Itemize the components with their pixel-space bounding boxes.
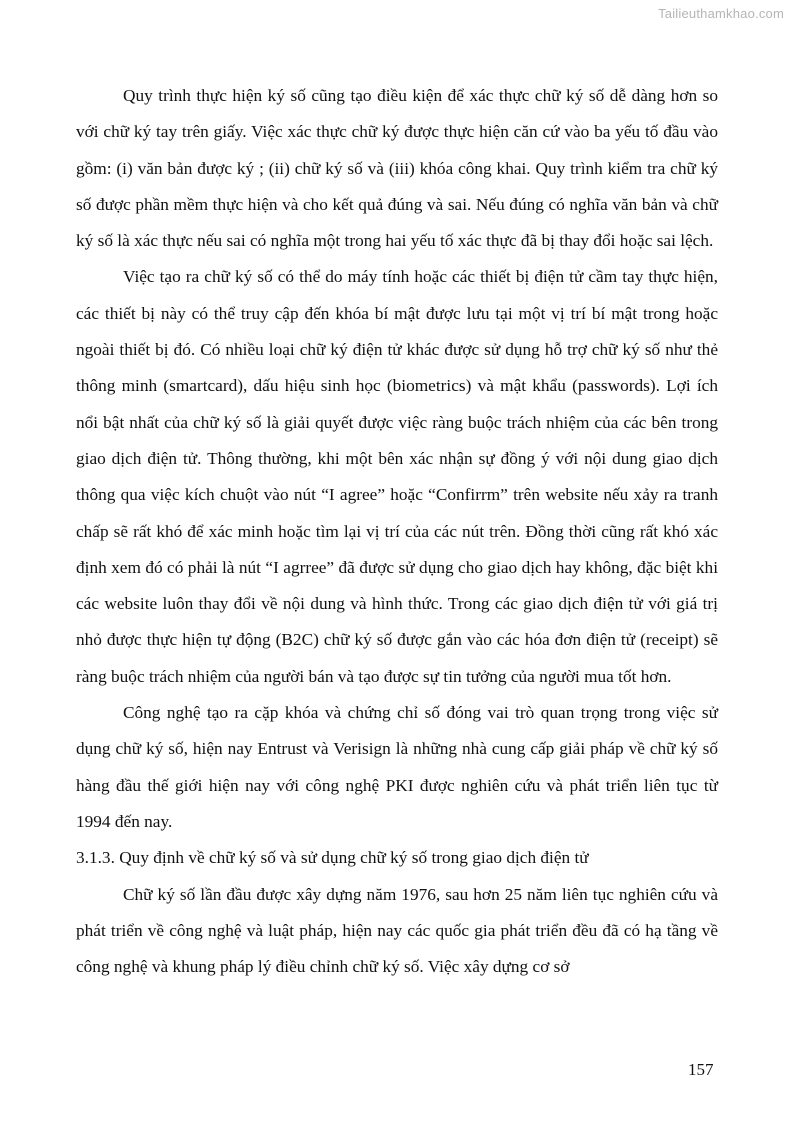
page-number: 157 bbox=[688, 1060, 714, 1079]
paragraph-history: Chữ ký số lần đầu được xây dựng năm 1976, sau hơn 25 năm liên tục nghiên cứu và phát triển về công nghệ và luật pháp, hiện nay các quốc gia phát triển đều đã có hạ tầng về công nghệ và khung pháp lý điều chỉnh chữ ký số. Việc xây dựng cơ sở bbox=[76, 884, 718, 977]
section-heading: 3.1.3. Quy định về chữ ký số và sử dụng chữ ký số trong giao dịch điện tử bbox=[76, 848, 589, 868]
watermark-text: Tailieuthamkhao.com bbox=[658, 6, 784, 21]
paragraph-signature-creation: Việc tạo ra chữ ký số có thể do máy tính hoặc các thiết bị điện tử cầm tay thực hiện, các thiết bị này có thể truy cập đến khóa bí mật được lưu tại một vị trí bí mật trong hoặc ngoài thiết bị đó. Có nhiều loại chữ ký điện tử khác được sử dụng hỗ trợ chữ ký số như thẻ thông minh (smartcard), dấu hiệu sinh học (biometrics) và mật khẩu (passwords). Lợi ích nổi bật nhất của chữ ký số là giải quyết được việc ràng buộc trách nhiệm của các bên trong giao dịch điện tử. Thông thường, khi một bên xác nhận sự đồng ý với nội dung giao dịch thông qua việc kích chuột vào nút “I agree” hoặc “Confirrm” trên website nếu xảy ra tranh chấp sẽ rất khó để xác minh hoặc tìm lại vị trí của các nút trên. Đồng thời cũng rất khó xác định xem đó có phải là nút “I agrree” đã được sử dụng cho giao dịch hay không, đặc biệt khi các website luôn thay đổi về nội dung và hình thức. Trong các giao dịch điện tử với giá trị nhỏ được thực hiện tự động (B2C) chữ ký số được gắn vào các hóa đơn điện tử (receipt) sẽ ràng buộc trách nhiệm của người bán và tạo được sự tin tưởng của người mua tốt hơn. bbox=[76, 267, 718, 686]
page-body bbox=[76, 78, 718, 985]
paragraph-signature-verification: Quy trình thực hiện ký số cũng tạo điều kiện để xác thực chữ ký số dễ dàng hơn so với chữ ký tay trên giấy. Việc xác thực chữ ký được thực hiện căn cứ vào ba yếu tố đầu vào gồm: (i) văn bản được ký ; (ii) chữ ký số và (iii) khóa công khai. Quy trình kiểm tra chữ ký số được phần mềm thực hiện và cho kết quả đúng và sai. Nếu đúng có nghĩa văn bản và chữ ký số là xác thực nếu sai có nghĩa một trong hai yếu tố xác thực đã bị thay đổi hoặc sai lệch. bbox=[76, 86, 718, 251]
paragraph-key-technology: Công nghệ tạo ra cặp khóa và chứng chỉ số đóng vai trò quan trọng trong việc sử dụng chữ ký số, hiện nay Entrust và Verisign là những nhà cung cấp giải pháp về chữ ký số hàng đầu thế giới hiện nay với công nghệ PKI được nghiên cứu và phát triển liên tục từ 1994 đến nay. bbox=[76, 703, 718, 831]
